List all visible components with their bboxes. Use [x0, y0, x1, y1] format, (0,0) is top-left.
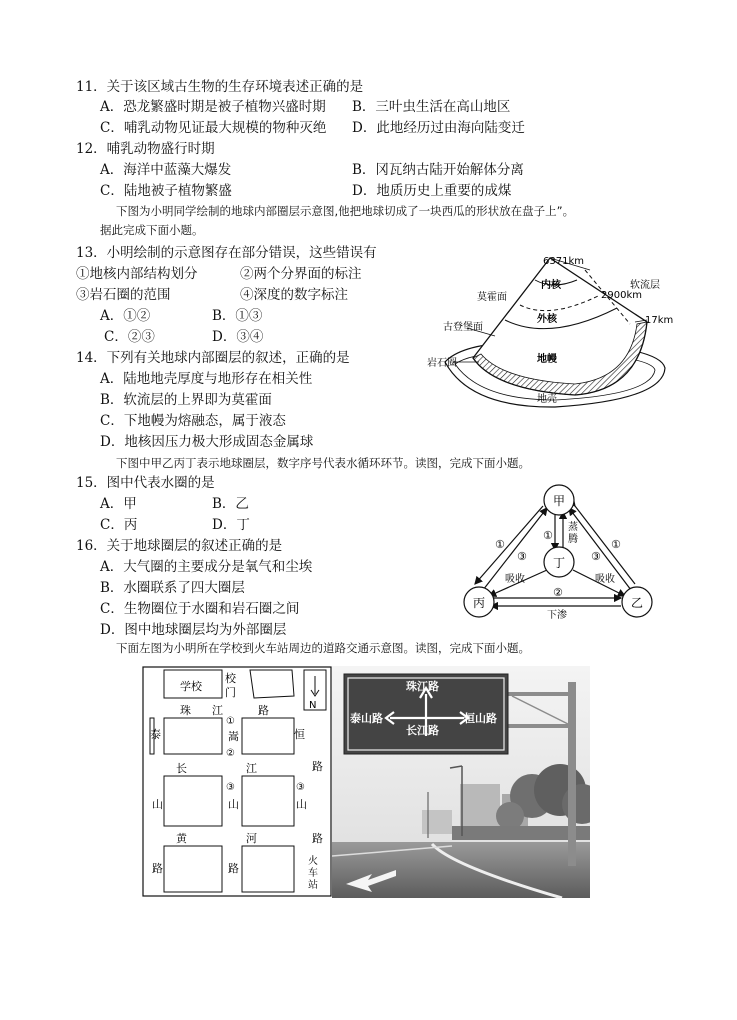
- intro-figure1-line1: 下图为小明同学绘制的地球内部圈层示意图,他把地球切成了一块西瓜的形状放在盘子上”。: [116, 204, 575, 218]
- map-station-1: 火: [308, 856, 318, 867]
- q14-option-c: C．下地幔为熔融态，属于液态: [100, 413, 286, 429]
- map-lu-2: 路: [312, 760, 323, 773]
- q12-option-b: B．冈瓦纳古陆开始解体分离: [352, 162, 524, 178]
- node-jia: 甲: [553, 494, 566, 508]
- q16-option-d: D．图中地球圈层均为外部圈层: [100, 622, 287, 638]
- q14-option-b: B．软流层的上界即为莫霍面: [100, 392, 272, 408]
- q12-option-a: A．海洋中蓝藻大爆发: [100, 162, 232, 178]
- q16-option-a: A．大气圈的主要成分是氧气和尘埃: [100, 559, 313, 575]
- map-lu-5: 路: [228, 862, 239, 875]
- sign-top-road: 珠江路: [406, 680, 439, 693]
- label-num1-left: ①: [495, 538, 505, 551]
- q11-option-b: B．三叶虫生活在高山地区: [352, 99, 511, 115]
- map-jiang-1: 江: [212, 704, 223, 717]
- q13-item-1: ①地核内部结构划分: [76, 266, 198, 282]
- q12-option-c: C．陆地被子植物繁盛: [100, 183, 232, 199]
- label-lithosphere: 岩石圈: [427, 358, 457, 369]
- q13-item-4: ④深度的数字标注: [240, 287, 348, 303]
- earth-interior-diagram: [425, 250, 675, 410]
- map-circle-3-right: ③: [296, 782, 305, 793]
- node-bing: 丙: [473, 596, 486, 610]
- map-shan-right: 山: [296, 798, 307, 811]
- label-num1-right: ①: [611, 538, 621, 551]
- label-17km: 17km: [645, 315, 674, 326]
- label-gutenberg: 古登堡面: [443, 322, 483, 333]
- label-xishou-left: 吸收: [505, 574, 525, 585]
- label-xiashen: 下渗: [547, 610, 567, 620]
- map-circle-2: ②: [226, 748, 235, 759]
- map-circle-1: ①: [226, 716, 235, 727]
- label-crust: 地壳: [537, 394, 557, 405]
- node-ding: 丁: [553, 556, 566, 570]
- intro-figure1-line2: 据此完成下面小题。: [100, 223, 204, 237]
- label-xishou-right: 吸收: [595, 574, 615, 585]
- q13-option-d: D．③④: [212, 329, 264, 345]
- label-zhengteng-2: 腾: [568, 534, 578, 545]
- q11-option-d: D．此地经历过由海向陆变迁: [352, 120, 525, 136]
- map-station-2: 车: [308, 868, 318, 879]
- q15-option-a: A．甲: [100, 496, 137, 512]
- q13-stem: 13．小明绘制的示意图存在部分错误，这些错误有: [76, 245, 377, 261]
- map-huang: 黄: [176, 832, 187, 845]
- map-station-3: 站: [308, 880, 318, 891]
- sign-right-road: 恒山路: [464, 712, 497, 725]
- road-sign-photo: [332, 666, 590, 898]
- map-tai: 泰: [150, 728, 161, 741]
- q11-stem: 11．关于该区域古生物的生存环境表述正确的是: [76, 79, 364, 95]
- map-shan-center: 山: [228, 798, 239, 811]
- map-lu-1: 路: [258, 704, 269, 717]
- q13-item-2: ②两个分界面的标注: [240, 266, 362, 282]
- q11-option-c: C．哺乳动物见证最大规模的物种灭绝: [100, 120, 327, 136]
- map-zhu: 珠: [180, 704, 191, 717]
- intro-figure3: 下面左图为小明所在学校到火车站周边的道路交通示意图。读图，完成下面小题。: [116, 641, 530, 655]
- q16-option-b: B．水圈联系了四大圈层: [100, 580, 245, 596]
- road-map: [142, 666, 332, 898]
- q16-option-c: C．生物圈位于水圈和岩石圈之间: [100, 601, 300, 617]
- q16-stem: 16．关于地球圈层的叙述正确的是: [76, 538, 283, 554]
- q13-option-a: A．①②: [100, 308, 151, 324]
- map-heng: 恒: [294, 728, 305, 741]
- label-num1-center: ①: [543, 529, 553, 542]
- q15-option-b: B．乙: [212, 496, 249, 512]
- label-num2: ②: [553, 586, 563, 599]
- map-he: 河: [246, 832, 257, 845]
- sign-left-road: 泰山路: [350, 712, 383, 725]
- q15-option-d: D．丁: [212, 517, 250, 533]
- map-school: 学校: [180, 680, 202, 693]
- q12-option-d: D．地质历史上重要的成煤: [352, 183, 512, 199]
- spheres-cycle-diagram: [455, 484, 665, 620]
- q13-option-b: B．①③: [212, 308, 263, 324]
- q15-stem: 15．图中代表水圈的是: [76, 475, 215, 491]
- q11-option-a: A．恐龙繁盛时期是被子植物兴盛时期: [100, 99, 326, 115]
- label-moho: 莫霍面: [477, 292, 507, 303]
- map-circle-3: ③: [226, 782, 235, 793]
- map-gate-2: 门: [225, 686, 236, 699]
- map-north: N: [309, 700, 317, 711]
- map-chang: 长: [176, 762, 187, 775]
- label-num3-left: ③: [517, 550, 527, 563]
- q15-option-c: C．丙: [100, 517, 138, 533]
- label-6371km: 6371km: [543, 256, 584, 267]
- q14-option-a: A．陆地地壳厚度与地形存在相关性: [100, 371, 313, 387]
- node-yi: 乙: [631, 596, 644, 610]
- map-lu-4: 路: [152, 862, 163, 875]
- label-outer-core: 外核: [537, 314, 557, 325]
- map-jiang-2: 江: [246, 762, 257, 775]
- q14-stem: 14．下列有关地球内部圈层的叙述，正确的是: [76, 350, 350, 366]
- map-gate-1: 校: [225, 672, 236, 685]
- label-inner-core: 内核: [541, 280, 561, 291]
- map-shan-left: 山: [152, 798, 163, 811]
- q12-stem: 12．哺乳动物盛行时期: [76, 141, 215, 157]
- q13-option-c: C．②③: [104, 329, 155, 345]
- label-asthenosphere: 软流层: [630, 280, 660, 291]
- intro-figure2: 下图中甲乙丙丁表示地球圈层，数字序号代表水循环环节。读图，完成下面小题。: [116, 456, 530, 470]
- label-num3-right: ③: [591, 550, 601, 563]
- label-2900km: 2900km: [601, 290, 642, 301]
- q14-option-d: D．地核因压力极大形成固态金属球: [100, 434, 314, 450]
- map-lu-3: 路: [312, 832, 323, 845]
- label-zhengteng-1: 蒸: [568, 522, 578, 533]
- label-mantle: 地幔: [537, 354, 557, 365]
- sign-center-road: 长江路: [406, 724, 439, 737]
- map-song: 嵩: [228, 730, 239, 743]
- q13-item-3: ③岩石圈的范围: [76, 287, 171, 303]
